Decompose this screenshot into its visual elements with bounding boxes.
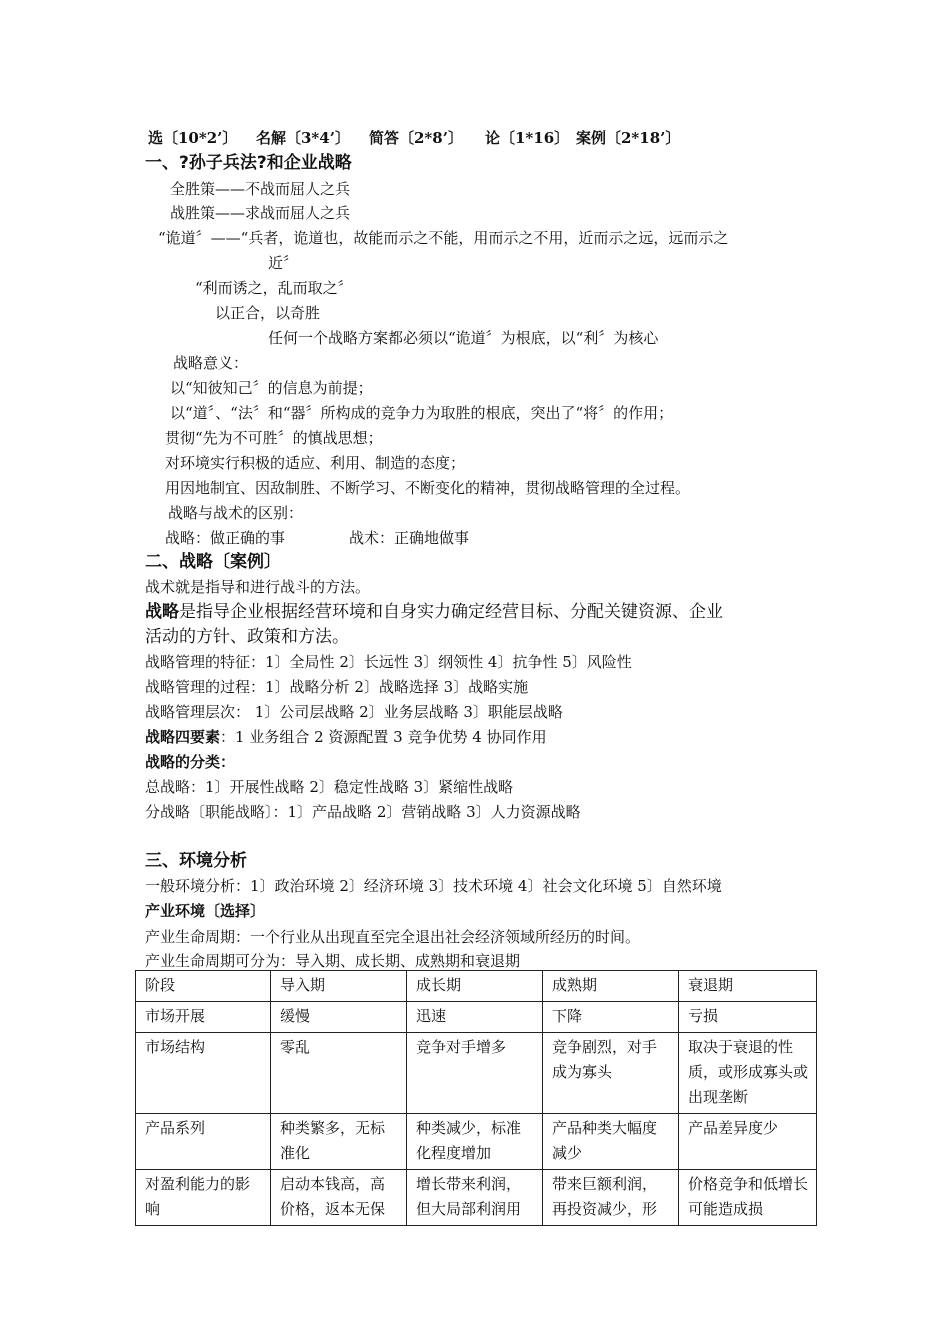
table-header-cell: 成长期 [407, 971, 543, 1002]
s1-line-core: 任何一个战略方案都必须以“诡道〞为根底，以“利〞为核心 [268, 329, 659, 347]
table-cell: 带来巨额利润，再投资减少，形 [543, 1170, 679, 1226]
s1-line-difference: 战略与战术的区别： [168, 504, 304, 522]
lifecycle-table [135, 970, 817, 1226]
s2-strategy-definition-text: 是指导企业根据经营环境和自身实力确定经营目标、分配关键资源、企业 [179, 602, 723, 622]
table-cell: 亏损 [679, 1002, 817, 1033]
s2-strategy-definition [145, 600, 723, 624]
s1-line-environment: 对环境实行积极的适应、利用、制造的态度； [165, 454, 466, 472]
s2-line-features: 战略管理的特征：1〕全局性 2〕长远性 3〕纲领性 4〕抗争性 5〕风险性 [145, 653, 632, 671]
s1-line-zhenghe: 以正合，以奇胜 [215, 304, 321, 322]
table-cell: 缓慢 [271, 1002, 407, 1033]
table-row [136, 1002, 817, 1033]
s2-line-process: 战略管理的过程：1〕战略分析 2〕战略选择 3〕战略实施 [145, 678, 529, 696]
s1-line-tactic-def: 战术：正确地做事 [349, 529, 470, 547]
table-cell: 竞争剧烈，对手成为寡头 [543, 1033, 679, 1114]
s2-line-general-strategy: 总战略：1〕开展性战略 2〕稳定性战略 3〕紧缩性战略 [145, 778, 514, 796]
section-2-heading: 二、战略〔案例〕 [145, 552, 281, 572]
s1-line-guidao: “诡道〞——“兵者，诡道也，故能而示之不能，用而示之不用，近而示之远，远而示之 [158, 229, 729, 247]
table-cell: 市场结构 [136, 1033, 271, 1114]
table-row [136, 1170, 817, 1226]
s1-line-caution: 贯彻“先为不可胜〞的慎战思想； [165, 429, 383, 447]
s2-line-functional-strategy: 分战略〔职能战略〕：1〕产品战略 2〕营销战略 3〕人力资源战略 [145, 803, 581, 821]
s1-line-significance: 战略意义： [173, 354, 249, 372]
s2-strategy-term: 战略 [145, 602, 179, 622]
s2-four-elements-term: 战略四要素 [145, 728, 221, 746]
table-cell: 市场开展 [136, 1002, 271, 1033]
s2-line-classification: 战略的分类： [145, 753, 236, 771]
section-1-heading: 一、?孙子兵法?和企业战略 [145, 153, 352, 173]
table-cell: 零乱 [271, 1033, 407, 1114]
s2-line-levels: 战略管理层次： 1〕公司层战略 2〕业务层战略 3〕职能层战略 [145, 703, 563, 721]
table-row [136, 1114, 817, 1170]
table-header-cell: 导入期 [271, 971, 407, 1002]
s1-line-process: 用因地制宜、因敌制胜、不断学习、不断变化的精神，贯彻战略管理的全过程。 [165, 479, 691, 497]
exam-type-essay: 论〔1*16〕 [485, 129, 570, 147]
table-header-cell: 阶段 [136, 971, 271, 1002]
table-cell: 产品种类大幅度减少 [543, 1114, 679, 1170]
table-header-row [136, 971, 817, 1002]
s3-line-industry-env: 产业环境〔选择〕 [145, 902, 266, 920]
s2-strategy-definition-cont: 活动的方针、政策和方法。 [145, 627, 349, 647]
exam-type-short: 简答〔2*8’〕 [369, 129, 463, 147]
exam-type-term: 名解〔3*4’〕 [256, 129, 350, 147]
s1-line-competence: 以“道〞、“法〞和“器〞所构成的竞争力为取胜的根底，突出了“将〞的作用； [170, 404, 674, 422]
exam-type-case: 案例〔2*18’〕 [576, 129, 681, 147]
s1-line-guidao-cont: 近〞 [268, 254, 299, 272]
table-cell: 产品差异度少 [679, 1114, 817, 1170]
table-cell: 启动本钱高，高价格，返本无保 [271, 1170, 407, 1226]
s1-line-liyou: “利而诱之，乱而取之〞 [195, 279, 353, 297]
s1-line-info: 以“知彼知己〞的信息为前提； [170, 379, 373, 397]
s1-line-zhansheng: 战胜策——求战而屈人之兵 [170, 204, 351, 222]
table-cell: 竞争对手增多 [407, 1033, 543, 1114]
table-row [136, 1033, 817, 1114]
s3-line-lifecycle-stages: 产业生命周期可分为：导入期、成长期、成熟期和衰退期 [145, 952, 521, 970]
s1-line-quansheng: 全胜策——不战而屈人之兵 [170, 180, 351, 198]
s1-line-strategy-def: 战略：做正确的事 [165, 529, 286, 547]
table-cell: 种类繁多，无标准化 [271, 1114, 407, 1170]
s3-line-general-env: 一般环境分析：1〕政治环境 2〕经济环境 3〕技术环境 4〕社会文化环境 5〕自然环境 [145, 877, 722, 895]
table-cell: 取决于衰退的性质，或形成寡头或出现垄断 [679, 1033, 817, 1114]
s2-line-tactics: 战术就是指导和进行战斗的方法。 [145, 578, 371, 596]
table-cell: 迅速 [407, 1002, 543, 1033]
s3-line-lifecycle-def: 产业生命周期：一个行业从出现直至完全退出社会经济领域所经历的时间。 [145, 928, 641, 946]
s2-line-four-elements [145, 727, 547, 747]
table-header-cell: 成熟期 [543, 971, 679, 1002]
table-cell: 增长带来利润，但大局部利润用 [407, 1170, 543, 1226]
table-cell: 产品系列 [136, 1114, 271, 1170]
s2-four-elements-list: ：1 业务组合 2 资源配置 3 竞争优势 4 协同作用 [220, 728, 547, 746]
section-3-heading: 三、环境分析 [145, 851, 247, 871]
table-header-cell: 衰退期 [679, 971, 817, 1002]
table-cell: 对盈利能力的影响 [136, 1170, 271, 1226]
exam-type-choice: 选〔10*2’〕 [148, 129, 238, 147]
table-cell: 下降 [543, 1002, 679, 1033]
table-cell: 价格竞争和低增长可能造成损 [679, 1170, 817, 1226]
table-cell: 种类减少，标准化程度增加 [407, 1114, 543, 1170]
